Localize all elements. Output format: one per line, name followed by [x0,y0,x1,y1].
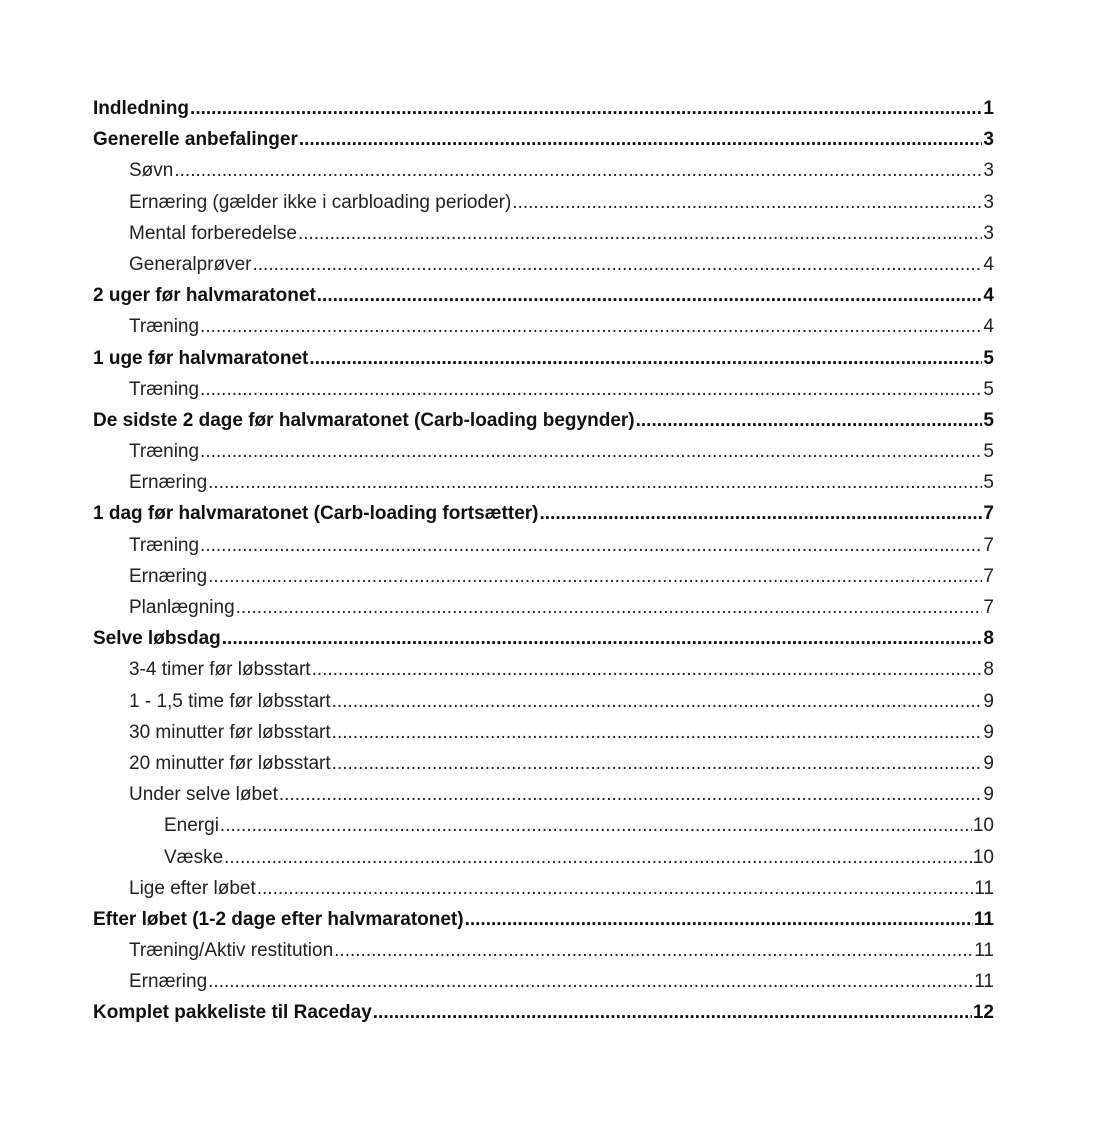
toc-entry[interactable] [93,966,994,997]
toc-entry[interactable] [93,155,994,186]
toc-page-number: 8 [983,659,994,681]
toc-page-number: 5 [983,409,994,431]
toc-entry[interactable] [93,249,994,280]
toc-page-number: 10 [972,815,994,837]
toc-dot-leader [312,654,983,685]
toc-entry-title: Indledning [93,98,190,119]
toc-entry-title: Planlægning [129,597,235,618]
toc-page-number: 3 [983,191,994,213]
toc-dot-leader [236,592,983,623]
toc-entry-title: Ernæring (gælder ikke i carbloading perioder) [129,191,512,213]
toc-dot-leader [208,966,973,997]
toc-entry-title: 1 uge før halvmaratonet [93,347,309,369]
toc-entry[interactable] [93,997,994,1028]
toc-page-number: 5 [983,472,994,494]
toc-dot-leader [279,779,983,810]
toc-dot-leader [253,249,983,280]
toc-entry[interactable] [93,904,994,935]
toc-page-number: 4 [983,316,994,338]
toc-dot-leader [309,343,982,374]
toc-page-number: 7 [983,565,994,587]
toc-entry[interactable] [93,873,994,904]
toc-entry-title: Træning/Aktiv restitution [129,940,334,962]
toc-page-number: 5 [983,441,994,463]
toc-page-number: 9 [983,784,994,806]
toc-page-number: 11 [974,877,994,899]
toc-dot-leader [208,467,982,498]
toc-entry-title: Lige efter løbet [129,877,256,899]
toc-entry-title: 30 minutter før løbsstart [129,721,331,743]
toc-dot-leader [208,561,982,592]
toc-dot-leader [299,124,983,155]
toc-dot-leader [298,218,982,249]
toc-dot-leader [200,311,982,342]
toc-entry[interactable] [93,935,994,966]
toc-entry-title: Energi [164,815,219,837]
toc-entry-title: Generalprøver [129,253,252,275]
toc-entry-title: 20 minutter før løbsstart [129,752,331,774]
toc-entry-title: Søvn [129,160,174,182]
toc-entry[interactable] [93,311,994,342]
toc-entry-title: 1 dag før halvmaratonet (Carb-loading fortsætter) [93,503,539,525]
toc-dot-leader [636,405,983,436]
toc-entry-title: Ernæring [129,565,208,587]
toc-entry[interactable] [93,592,994,623]
toc-page-number: 11 [973,908,994,930]
toc-dot-leader [257,873,974,904]
toc-page-number: 3 [983,222,994,244]
toc-page-number: 12 [972,1002,994,1024]
toc-entry[interactable] [93,779,994,810]
toc-entry-title: 1 - 1,5 time før løbsstart [129,690,331,712]
toc-entry[interactable] [93,561,994,592]
toc-page-number: 1 [983,98,994,119]
toc-page-number: 11 [974,971,994,993]
toc-entry-title: De sidste 2 dage før halvmaratonet (Carb-loading begynder) [93,409,635,431]
toc-page-number: 3 [983,160,994,182]
toc-page-number: 7 [983,597,994,618]
toc-page-number: 8 [983,628,994,650]
toc-entry-title: 3-4 timer før løbsstart [129,659,311,681]
toc-page-number: 4 [983,253,994,275]
toc-entry[interactable] [93,436,994,467]
toc-entry[interactable] [93,124,994,155]
toc-entry-title: Generelle anbefalinger [93,129,298,151]
toc-entry-title: Ernæring [129,472,208,494]
toc-entry[interactable] [93,654,994,685]
toc-entry-title: Mental forberedelse [129,222,297,244]
table-of-contents [93,93,994,1029]
toc-dot-leader [222,623,983,654]
toc-entry-title: Træning [129,316,200,338]
toc-entry-title: Selve løbsdag [93,628,221,650]
toc-dot-leader [465,904,973,935]
toc-dot-leader [220,810,972,841]
toc-page-number: 7 [983,503,994,525]
toc-entry[interactable] [93,717,994,748]
toc-dot-leader [334,935,973,966]
toc-dot-leader [512,187,982,218]
toc-entry[interactable] [93,280,994,311]
toc-dot-leader [332,686,983,717]
toc-entry-title: Træning [129,534,200,556]
toc-dot-leader [332,717,983,748]
toc-dot-leader [174,155,982,186]
toc-page-number: 9 [983,690,994,712]
toc-page-number: 5 [983,347,994,369]
toc-entry[interactable] [93,530,994,561]
toc-dot-leader [200,374,982,405]
toc-entry[interactable] [93,343,994,374]
toc-dot-leader [540,498,983,529]
toc-entry[interactable] [93,686,994,717]
toc-page-number: 3 [983,129,994,151]
toc-entry-title: Komplet pakkeliste til Raceday [93,1002,372,1024]
toc-page-number: 4 [983,285,994,307]
toc-page-number: 9 [983,721,994,743]
toc-entry[interactable] [93,93,994,124]
toc-page-number: 7 [983,534,994,556]
toc-page-number: 11 [974,940,994,962]
toc-dot-leader [224,842,972,873]
toc-entry-title: Under selve løbet [129,784,278,806]
toc-entry[interactable] [93,374,994,405]
toc-page-number: 5 [983,378,994,400]
toc-dot-leader [317,280,983,311]
toc-page-number: 10 [972,846,994,868]
toc-entry-title: Væske [164,846,224,868]
toc-entry-title: Træning [129,378,200,400]
toc-entry-title: Ernæring [129,971,208,993]
toc-page-number: 9 [983,752,994,774]
toc-dot-leader [373,997,972,1028]
toc-dot-leader [332,748,983,779]
toc-entry[interactable] [93,810,994,841]
toc-entry[interactable] [93,748,994,779]
toc-dot-leader [200,530,982,561]
toc-entry[interactable] [93,405,994,436]
toc-entry[interactable] [93,187,994,218]
toc-entry[interactable] [93,218,994,249]
toc-entry[interactable] [93,623,994,654]
toc-entry[interactable] [93,498,994,529]
toc-entry[interactable] [93,467,994,498]
toc-entry-title: Efter løbet (1-2 dage efter halvmaratonet) [93,908,464,930]
toc-entry[interactable] [93,842,994,873]
toc-dot-leader [190,93,982,124]
toc-entry-title: Træning [129,441,200,463]
toc-entry-title: 2 uger før halvmaratonet [93,285,316,307]
toc-dot-leader [200,436,982,467]
